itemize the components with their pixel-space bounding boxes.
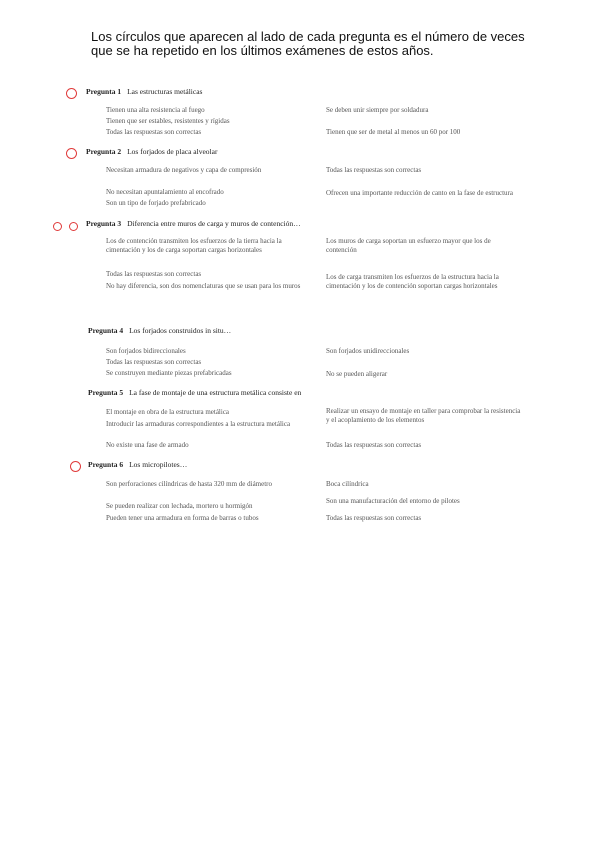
question-label: Pregunta 2 bbox=[86, 147, 122, 156]
option: Tienen una alta resistencia al fuego bbox=[106, 106, 205, 114]
option: Los muros de carga soportan un esfuerzo mayor que los de contención bbox=[326, 237, 491, 254]
option: Son perforaciones cilíndricas de hasta 320 mm de diámetro bbox=[106, 480, 273, 488]
question-label: Pregunta 1 bbox=[86, 87, 122, 96]
option: El montaje en obra de la estructura metálica bbox=[106, 408, 230, 416]
question-label: Pregunta 3 bbox=[86, 219, 122, 228]
question-text: Los micropilotes… bbox=[129, 460, 188, 469]
option: Todas las respuestas son correctas bbox=[326, 166, 422, 174]
option: Boca cilíndrica bbox=[326, 480, 369, 488]
option: Son forjados bidireccionales bbox=[106, 347, 186, 355]
question-5-title bbox=[88, 388, 301, 397]
question-text: Los forjados de placa alveolar bbox=[127, 147, 218, 156]
option: Son forjados unidireccionales bbox=[326, 347, 410, 355]
option: Necesitan armadura de negativos y capa de compresión bbox=[106, 166, 262, 174]
question-label: Pregunta 6 bbox=[88, 460, 124, 469]
option: Realizar un ensayo de montaje en taller para comprobar la resistencia y el acoplamiento de los elementos bbox=[326, 407, 521, 424]
option: Son una manufacturación del entorno de pilotes bbox=[326, 497, 460, 505]
repeat-circle-icon bbox=[53, 222, 62, 231]
option: Son un tipo de forjado prefabricado bbox=[106, 199, 206, 207]
option: Todas las respuestas son correctas bbox=[106, 128, 202, 136]
option: Pueden tener una armadura en forma de barras o tubos bbox=[106, 514, 259, 522]
option: Todas las respuestas son correctas bbox=[326, 441, 422, 449]
option: Se construyen mediante piezas prefabricadas bbox=[106, 369, 232, 377]
question-text: Diferencia entre muros de carga y muros de contención… bbox=[127, 219, 301, 228]
option: No se pueden aligerar bbox=[326, 370, 388, 378]
question-text: Los forjados construidos in situ… bbox=[129, 326, 232, 335]
question-3-title bbox=[86, 219, 301, 228]
intro-text: Los círculos que aparecen al lado de cada pregunta es el número de veces que se ha repetido en los últimos exámenes de estos años. bbox=[91, 29, 525, 58]
option: Los de contención transmiten los esfuerzos de la tierra hacia la cimentación y los de carga soportan cargas horizontales bbox=[106, 237, 282, 254]
option: Los de carga transmiten los esfuerzos de la estructura hacia la cimentación y los de contención soportan cargas horizontales bbox=[326, 273, 499, 290]
option: Tienen que ser estables, resistentes y rígidas bbox=[106, 117, 230, 125]
question-6-title bbox=[88, 460, 187, 469]
repeat-circle-icon bbox=[70, 461, 81, 472]
question-4-title bbox=[88, 326, 231, 335]
question-text: La fase de montaje de una estructura metálica consiste en bbox=[129, 388, 302, 397]
option: Ofrecen una importante reducción de canto en la fase de estructura bbox=[326, 189, 513, 197]
option: Tienen que ser de metal al menos un 60 por 100 bbox=[326, 128, 461, 136]
repeat-circle-icon bbox=[66, 148, 77, 159]
question-2-title bbox=[86, 147, 217, 156]
option: Todas las respuestas son correctas bbox=[106, 358, 202, 366]
question-label: Pregunta 5 bbox=[88, 388, 124, 397]
option: No existe una fase de armado bbox=[106, 441, 189, 449]
option: Se pueden realizar con lechada, mortero u hormigón bbox=[106, 502, 253, 510]
option: Se deben unir siempre por soldadura bbox=[326, 106, 429, 114]
question-1-title bbox=[86, 87, 202, 96]
option: Introducir las armaduras correspondientes a la estructura metálica bbox=[106, 420, 291, 428]
option: No hay diferencia, son dos nomenclaturas que se usan para los muros bbox=[106, 282, 301, 290]
question-text: Las estructuras metálicas bbox=[127, 87, 203, 96]
option: Todas las respuestas son correctas bbox=[106, 270, 202, 278]
repeat-circle-icon bbox=[66, 88, 77, 99]
option: Todas las respuestas son correctas bbox=[326, 514, 422, 522]
repeat-circle-icon bbox=[69, 222, 78, 231]
option: No necesitan apuntalamiento al encofrado bbox=[106, 188, 224, 196]
question-label: Pregunta 4 bbox=[88, 326, 124, 335]
